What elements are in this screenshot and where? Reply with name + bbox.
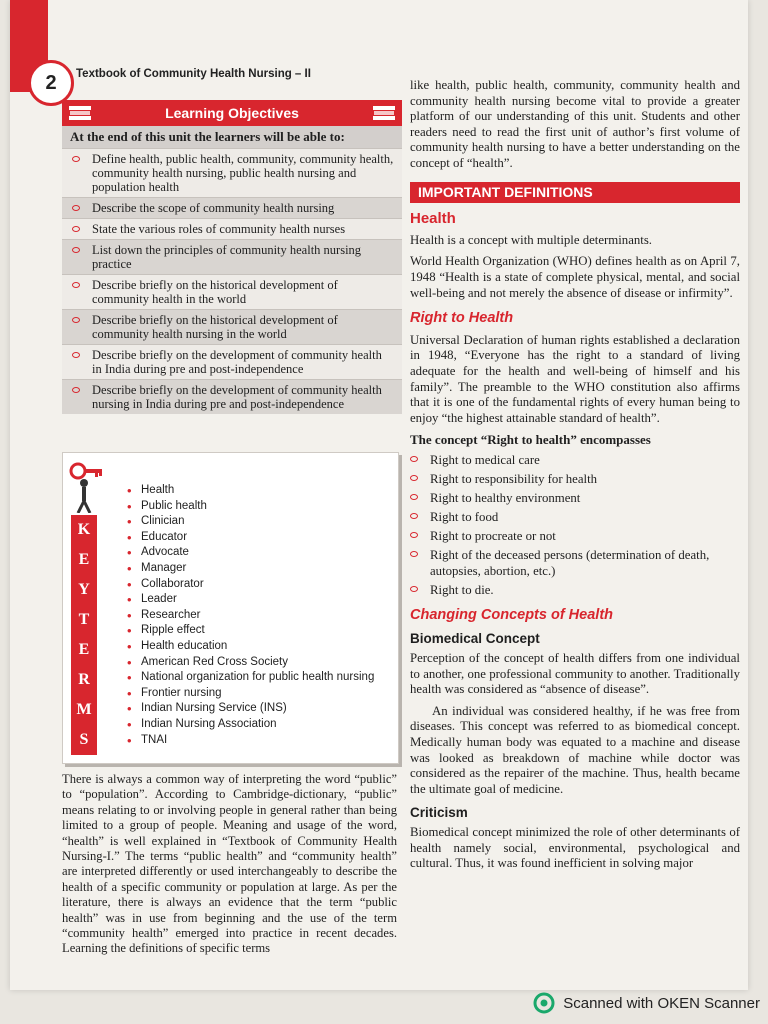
watermark-text: Scanned with OKEN Scanner	[563, 994, 760, 1012]
learning-objective-text: Describe briefly on the historical development of community health nursing in the world	[92, 313, 338, 341]
learning-objective-text: Describe briefly on the historical development of community health in the world	[92, 278, 338, 306]
key-term-item: • Health education	[127, 639, 374, 655]
key-terms-letter: T	[78, 611, 90, 628]
circle-bullet-icon	[410, 456, 418, 462]
biomedical-paragraph-2: An individual was considered healthy, if he was free from diseases. This concept was referred to as biomedical concept. Medically human body was equated to a machine and disease was looked as breakdown of machine while doctor was considered as the repairer of the machine. Thus, health became the ultimate goal of medicine.	[410, 703, 740, 796]
books-icon	[68, 104, 92, 122]
learning-objective-item	[62, 274, 402, 309]
key-term-item: • Researcher	[127, 608, 374, 624]
biomedical-paragraph-1: Perception of the concept of health differs from one individual to another, one professional community to another. Traditionally health was considered as “absence of disease”.	[410, 651, 740, 697]
learning-objective-item	[62, 148, 402, 197]
oken-scanner-logo-icon	[533, 992, 555, 1014]
books-icon	[372, 104, 396, 122]
right-item-text: Right of the deceased persons (determination of death, autopsies, abortion, etc.)	[430, 547, 710, 578]
key-terms-letter: M	[76, 701, 92, 718]
rights-list	[410, 452, 740, 598]
learning-objectives-intro: At the end of this unit the learners will be able to:	[62, 126, 402, 148]
circle-bullet-icon	[72, 317, 80, 323]
right-item-text: Right to food	[430, 509, 499, 524]
key-term-item: • National organization for public health nursing	[127, 670, 374, 686]
right-item	[410, 490, 740, 506]
key-terms-box	[62, 452, 399, 764]
right-item-text: Right to die.	[430, 582, 494, 597]
key-term-item: • Frontier nursing	[127, 686, 374, 702]
page-number: 2	[28, 60, 74, 106]
key-term-item: • Ripple effect	[127, 623, 374, 639]
learning-objective-text: Define health, public health, community, community health, community health nursing, public health nursing and population health	[92, 152, 394, 194]
key-term-item: • Advocate	[127, 545, 374, 561]
circle-bullet-icon	[72, 205, 80, 211]
learning-objective-text: Describe briefly on the development of community health in India during pre and post-independence	[92, 348, 382, 376]
textbook-page	[10, 0, 748, 990]
key-terms-letter: Y	[78, 581, 90, 598]
learning-objective-text: Describe briefly on the development of community health nursing in India during pre and post-independence	[92, 383, 382, 411]
important-definitions-banner: IMPORTANT DEFINITIONS	[410, 182, 740, 204]
key-term-item: • Indian Nursing Service (INS)	[127, 701, 374, 717]
key-icon	[68, 459, 104, 513]
learning-objectives-title-bar	[62, 100, 402, 126]
key-term-item: • Manager	[127, 561, 374, 577]
criticism-paragraph: Biomedical concept minimized the role of other determinants of health namely social, environmental, psychological and cultural. Thus, it was found inefficient in solving major	[410, 825, 740, 871]
right-to-health-paragraph: Universal Declaration of human rights established a declaration in 1948, “Everyone has the right to a standard of living adequate for the health and well-being of himself and his family”. The preamble to the WHO constitution also affirms that it is one of the fundamental rights of every human being to enjoy “the highest attainable standard of health”.	[410, 332, 740, 425]
left-body-paragraph: There is always a common way of interpreting the word “public” to “population”. According to Cambridge-dictionary, “public” means relating to or involving people in general rather than being limited to a group of people. Meaning and usage of the word, “health” is well explained in “Textbook of Community Health Nursing-I.” The terms “public health” and “community health” are interpreted differently or used interchangeably to describe the health of a specific community or population at large. As per the literature, there is always an evidence that the term “public health” was in use from beginning and the use of the term “community health” emerged into practice in recent decades. Learning the definitions of specific terms	[62, 772, 397, 956]
key-terms-letter-strip	[71, 515, 97, 755]
key-term-item: • Leader	[127, 592, 374, 608]
circle-bullet-icon	[410, 551, 418, 557]
key-terms-list	[127, 483, 374, 748]
key-term-item: • Collaborator	[127, 577, 374, 593]
learning-objective-item	[62, 197, 402, 218]
key-terms-letter: E	[78, 551, 90, 568]
key-term-item: • TNAI	[127, 733, 374, 749]
circle-bullet-icon	[410, 494, 418, 500]
biomedical-concept-heading: Biomedical Concept	[410, 631, 540, 647]
right-item	[410, 509, 740, 525]
key-terms-letter: S	[79, 731, 89, 748]
health-heading: Health	[410, 210, 456, 228]
right-item-text: Right to medical care	[430, 452, 540, 467]
right-to-health-concept-heading: The concept “Right to health” encompasses	[410, 432, 651, 448]
right-item-text: Right to healthy environment	[430, 490, 581, 505]
circle-bullet-icon	[72, 156, 80, 162]
key-term-item: • Health	[127, 483, 374, 499]
learning-objective-item	[62, 379, 402, 414]
learning-objective-text: State the various roles of community health nurses	[92, 222, 346, 236]
circle-bullet-icon	[72, 352, 80, 358]
learning-objective-item	[62, 309, 402, 344]
key-terms-letter: R	[78, 671, 90, 688]
right-item	[410, 471, 740, 487]
learning-objective-item	[62, 239, 402, 274]
learning-objective-item	[62, 344, 402, 379]
key-term-item: • American Red Cross Society	[127, 655, 374, 671]
changing-concepts-heading: Changing Concepts of Health	[410, 606, 613, 623]
circle-bullet-icon	[72, 387, 80, 393]
health-paragraph-1: Health is a concept with multiple determinants.	[410, 232, 653, 247]
health-paragraph-2: World Health Organization (WHO) defines health as on April 7, 1948 “Health is a state of complete physical, mental, and social well-being and not merely the absence of disease or infirmity”.	[410, 254, 740, 300]
right-item-text: Right to responsibility for health	[430, 471, 598, 486]
key-terms-letter: K	[77, 521, 91, 538]
right-item	[410, 547, 740, 579]
learning-objective-item	[62, 218, 402, 239]
key-term-item: • Public health	[127, 499, 374, 515]
key-term-item: • Indian Nursing Association	[127, 717, 374, 733]
key-term-item: • Educator	[127, 530, 374, 546]
right-item	[410, 582, 740, 598]
circle-bullet-icon	[72, 282, 80, 288]
learning-objectives-title: Learning Objectives	[165, 105, 299, 121]
learning-objectives-box	[62, 100, 402, 414]
right-item	[410, 452, 740, 468]
key-terms-letter: E	[78, 641, 90, 658]
intro-paragraph: like health, public health, community, community health and community health nursing become vital to provide a greater platform of our understanding of this unit. Students and other readers need to read the first unit of author’s first volume of community health nursing to have a better understanding on the concept of “health”.	[410, 78, 740, 170]
scanner-watermark	[533, 990, 760, 1016]
circle-bullet-icon	[72, 226, 80, 232]
running-header: Textbook of Community Health Nursing – II	[76, 68, 311, 80]
key-term-item: • Clinician	[127, 514, 374, 530]
right-item-text: Right to procreate or not	[430, 528, 556, 543]
circle-bullet-icon	[410, 532, 418, 538]
right-column	[410, 78, 740, 878]
learning-objective-text: Describe the scope of community health nursing	[92, 201, 335, 215]
circle-bullet-icon	[410, 475, 418, 481]
learning-objective-text: List down the principles of community health nursing practice	[92, 243, 362, 271]
right-to-health-heading: Right to Health	[410, 310, 514, 327]
circle-bullet-icon	[410, 513, 418, 519]
learning-objectives-list	[62, 148, 402, 414]
circle-bullet-icon	[72, 247, 80, 253]
criticism-heading: Criticism	[410, 805, 468, 821]
circle-bullet-icon	[410, 586, 418, 592]
right-item	[410, 528, 740, 544]
